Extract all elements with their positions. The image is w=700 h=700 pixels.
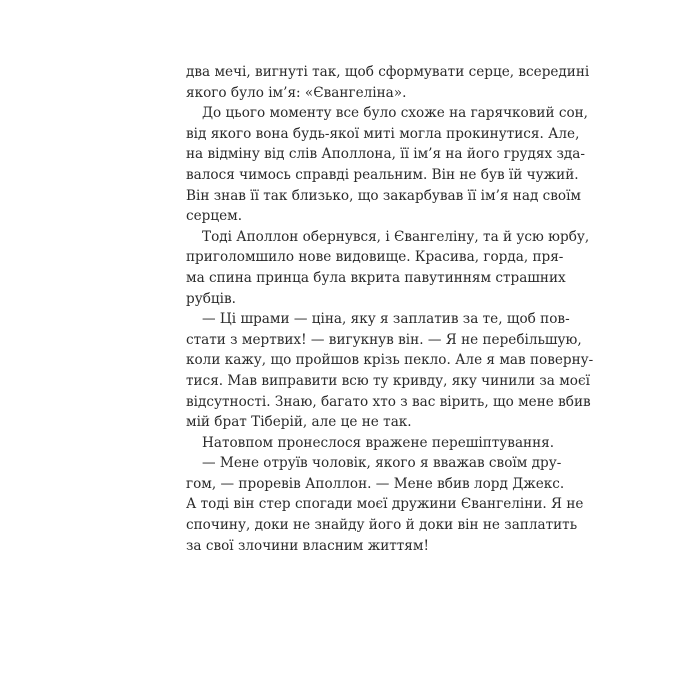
paragraph [186,433,555,454]
paragraph [186,453,584,556]
paragraph [186,309,594,433]
text-line: Він знав її так близько, що закарбував її ім’я над своїм [186,187,582,204]
text-line: коли кажу, що пройшов крізь пекло. Але я мав поверну- [186,352,594,369]
paragraph [186,62,590,103]
text-line: рубців. [186,290,236,307]
text-line: відсутності. Знаю, багато хто з вас вірить, що мене вбив [186,393,591,410]
text-line: гом, — проревів Аполлон. — Мене вбив лорд Джекс. [186,475,565,492]
text-line: Тоді Аполлон обернувся, і Євангеліну, та й усю юрбу, [202,228,590,245]
text-line: тися. Мав виправити всю ту кривду, яку чинили за моєї [186,372,590,389]
text-line: якого було ім’я: «Євангеліна». [186,84,407,101]
paragraph [186,227,590,309]
text-line: приголомшило нове видовище. Красива, горда, пря- [186,249,564,266]
text-line: за свої злочини власним життям! [186,537,429,554]
text-line: серцем. [186,208,243,225]
text-line: на відміну від слів Аполлона, її ім’я на його грудях зда- [186,146,585,163]
body-text [186,62,594,556]
text-line: валося чимось справді реальним. Він не був їй чужий. [186,166,579,183]
paragraph [186,103,589,227]
text-line: А тоді він стер спогади моєї дружини Євангеліни. Я не [186,496,584,513]
text-line: стати з мертвих! — вигукнув він. — Я не перебільшую, [186,331,582,348]
text-line: — Мене отруїв чоловік, якого я вважав своїм дру- [202,455,562,472]
text-line: ма спина принца була вкрита павутинням страшних [186,269,566,286]
text-line: мій брат Тіберій, але це не так. [186,414,412,431]
text-line: два мечі, вигнуті так, щоб сформувати серце, всередині [186,64,590,80]
text-line: До цього моменту все було схоже на гарячковий сон, [202,105,589,122]
text-line: — Ці шрами — ціна, яку я заплатив за те, щоб пов- [202,311,570,328]
text-line: від якого вона будь-якої миті могла прокинутися. Але, [186,125,580,142]
text-line: Натовпом пронеслося вражене перешіптування. [202,434,555,451]
text-line: спочину, доки не знайду його й доки він не заплатить [186,517,578,534]
